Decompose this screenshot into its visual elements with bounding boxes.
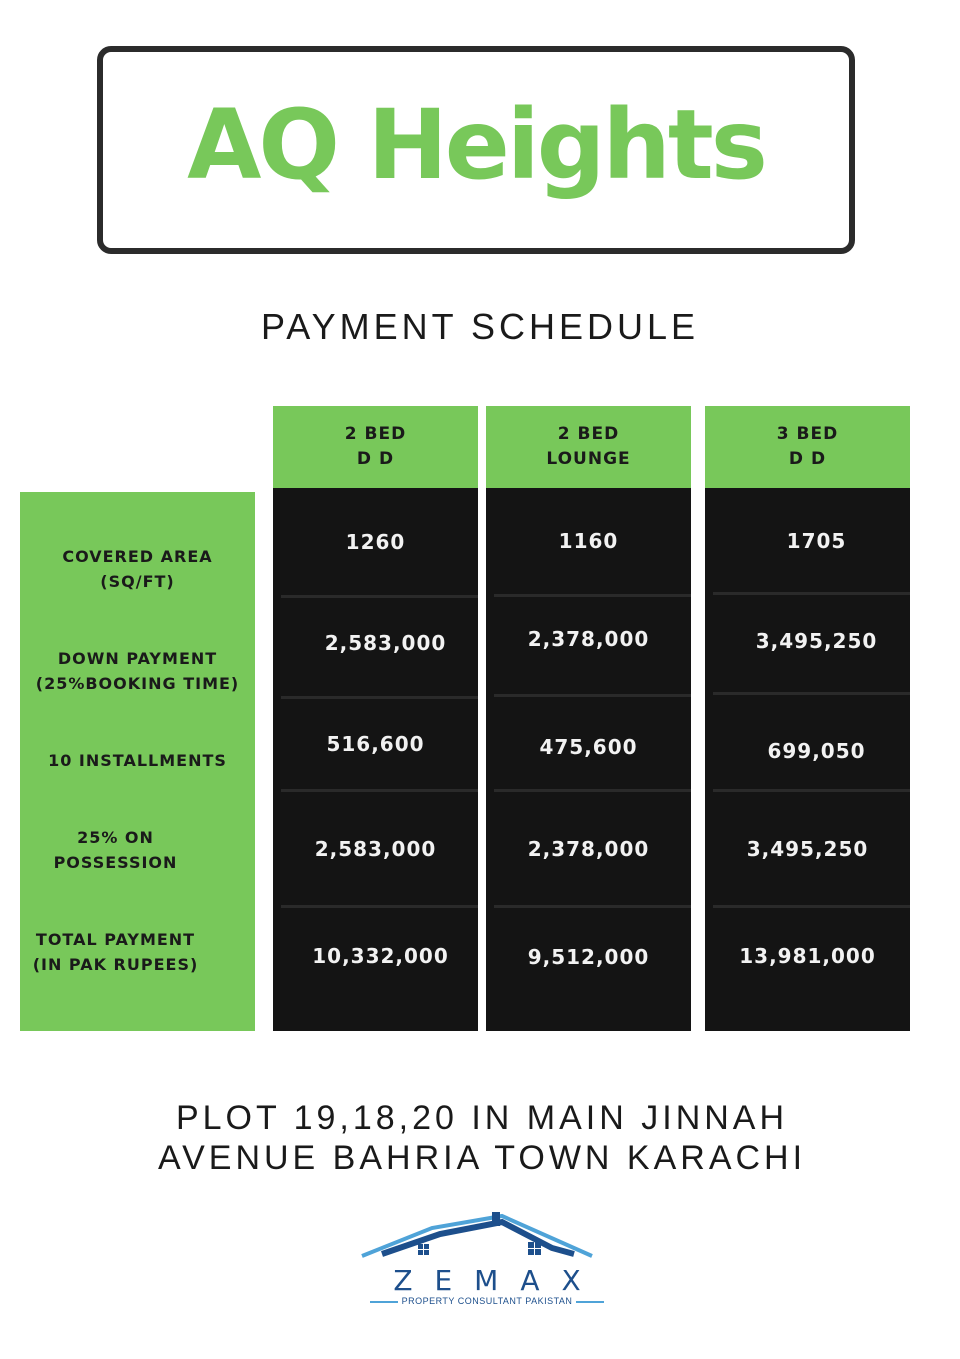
cell-value: 699,050 bbox=[767, 739, 866, 763]
row-label-possession: 25% ON POSSESSION bbox=[53, 828, 178, 872]
cell-installments bbox=[486, 697, 691, 797]
column-header-label: 2 BED LOUNGE bbox=[546, 424, 631, 469]
cell-total-payment bbox=[486, 908, 691, 1006]
cell-covered-area bbox=[486, 488, 691, 594]
cell-covered-area bbox=[705, 488, 910, 594]
cell-possession bbox=[486, 792, 691, 906]
company-logo bbox=[352, 1210, 622, 1310]
column-header-label: 3 BED D D bbox=[776, 424, 839, 469]
logo-wordmark: ZEMAX bbox=[393, 1264, 603, 1297]
row-label-installments: 10 INSTALLMENTS bbox=[48, 751, 227, 770]
cell-possession bbox=[273, 792, 478, 906]
row-label-covered-area: COVERED AREA (SQ/FT) bbox=[62, 547, 213, 591]
cell-down-payment bbox=[705, 595, 910, 687]
cell-value: 13,981,000 bbox=[739, 944, 876, 968]
row-label-total-payment: TOTAL PAYMENT (IN PAK RUPEES) bbox=[32, 930, 199, 974]
cell-down-payment bbox=[273, 598, 478, 688]
column-2-bed-lounge bbox=[486, 406, 691, 1031]
logo-tagline: PROPERTY CONSULTANT PAKISTAN bbox=[352, 1296, 622, 1306]
cell-value: 9,512,000 bbox=[527, 945, 650, 969]
row-labels-column bbox=[20, 492, 255, 1031]
column-header bbox=[486, 406, 691, 488]
cell-total-payment bbox=[705, 908, 910, 1004]
cell-value: 3,495,250 bbox=[755, 629, 878, 653]
title-box bbox=[97, 46, 855, 254]
cell-value: 1260 bbox=[345, 530, 406, 554]
cell-value: 1705 bbox=[786, 529, 847, 553]
column-3-bed-dd bbox=[705, 406, 910, 1031]
column-2-bed-dd bbox=[273, 406, 478, 1031]
cell-value: 2,378,000 bbox=[527, 627, 650, 651]
cell-value: 2,583,000 bbox=[324, 631, 447, 655]
cell-value: 516,600 bbox=[326, 732, 425, 756]
cell-covered-area bbox=[273, 488, 478, 596]
cell-value: 2,378,000 bbox=[527, 837, 650, 861]
cell-value: 2,583,000 bbox=[314, 837, 437, 861]
address-text: PLOT 19,18,20 IN MAIN JINNAH AVENUE BAHRIA TOWN KARACHI bbox=[157, 1099, 807, 1177]
cell-value: 3,495,250 bbox=[746, 837, 869, 861]
house-roof-icon bbox=[352, 1210, 622, 1270]
cell-value: 475,600 bbox=[539, 735, 638, 759]
column-header bbox=[273, 406, 478, 488]
column-header-label: 2 BED D D bbox=[344, 424, 407, 469]
page-title: AQ Heights bbox=[187, 89, 765, 201]
section-title: PAYMENT SCHEDULE bbox=[260, 306, 700, 347]
cell-possession bbox=[705, 792, 910, 906]
cell-value: 1160 bbox=[558, 529, 619, 553]
row-label-down-payment: DOWN PAYMENT (25%BOOKING TIME) bbox=[35, 649, 240, 693]
cell-value: 10,332,000 bbox=[312, 944, 449, 968]
cell-total-payment bbox=[273, 908, 478, 1004]
cell-installments bbox=[273, 699, 478, 789]
column-header bbox=[705, 406, 910, 488]
cell-down-payment bbox=[486, 597, 691, 681]
